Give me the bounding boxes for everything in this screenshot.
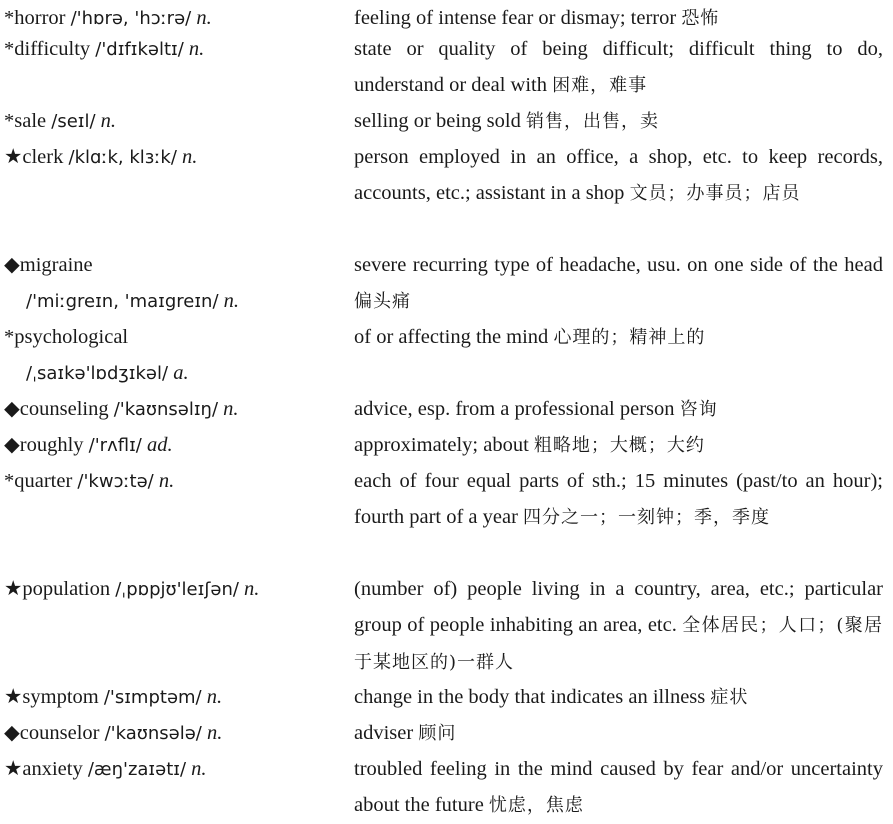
entry-pos: n. bbox=[196, 7, 212, 29]
entry-headword bbox=[4, 31, 344, 68]
entry-mark: ◆ bbox=[4, 254, 20, 276]
entry-translation: 全体居民；人口；(聚居于某地区的)一群人 bbox=[354, 615, 884, 673]
entry-def-text: (number of) people living in a country, area, etc.; particular group of people inhabiting an area, etc. bbox=[354, 578, 883, 636]
entry-def-text: person employed in an office, a shop, etc. to keep records, accounts, etc.; assistant in a shop bbox=[354, 146, 883, 204]
entry-word: counseling bbox=[19, 398, 109, 420]
entry-headword bbox=[4, 571, 344, 608]
entry-def-text: severe recurring type of headache, usu. on one side of the head bbox=[354, 254, 883, 276]
entry-pos: n. bbox=[188, 38, 205, 60]
entry-def-text: state or quality of being difficult; difficult thing to do, understand or deal with bbox=[354, 38, 883, 96]
entry-pronunciation: /ˌpɒpjʊ'leɪʃən/ bbox=[115, 579, 239, 600]
entry-pos: ad. bbox=[146, 434, 173, 456]
entry-pos: n. bbox=[182, 146, 198, 168]
entry-definition bbox=[354, 427, 883, 464]
entry-definition bbox=[354, 751, 883, 824]
entry-mark: * bbox=[4, 326, 15, 348]
entry-pronunciation: /klɑːk, klɜːk/ bbox=[68, 147, 177, 168]
entry-pronunciation: /æŋ'zaɪətɪ/ bbox=[87, 759, 187, 780]
entry-pos: n. bbox=[223, 290, 240, 312]
entry-word: psychological bbox=[14, 326, 129, 348]
entry-pronunciation: /'kaʊnsəlɪŋ/ bbox=[113, 399, 219, 420]
entry-translation: 偏头痛 bbox=[354, 291, 411, 312]
entry-mark: ★ bbox=[4, 758, 23, 780]
entry-word: quarter bbox=[14, 470, 73, 492]
entry-word: sale bbox=[14, 110, 47, 132]
entry-translation: 销售，出售，卖 bbox=[525, 111, 659, 132]
entry-definition bbox=[354, 139, 883, 212]
entry-word: counselor bbox=[19, 722, 100, 744]
entry-word: population bbox=[22, 578, 111, 600]
entry-translation: 顾问 bbox=[418, 723, 457, 744]
entry-mark: * bbox=[4, 110, 15, 132]
entry-pos: n. bbox=[206, 686, 223, 708]
entry-translation: 心理的；精神上的 bbox=[553, 327, 706, 348]
entry-translation: 粗略地；大概；大约 bbox=[533, 435, 705, 456]
entry-pronunciation: /'hɒrə, 'hɔːrə/ bbox=[70, 8, 192, 29]
entry-translation: 困难，难事 bbox=[552, 75, 648, 96]
entry-headword bbox=[4, 427, 344, 464]
entry-pos: a. bbox=[173, 362, 189, 384]
entry-headword bbox=[4, 391, 344, 428]
entry-pronunciation: /'rʌflɪ/ bbox=[88, 435, 142, 456]
entry-definition bbox=[354, 463, 883, 536]
entry-word: roughly bbox=[19, 434, 84, 456]
entry-definition bbox=[354, 391, 883, 428]
entry-def-text: adviser bbox=[354, 722, 414, 744]
entry-translation: 恐怖 bbox=[681, 8, 720, 29]
entry-mark: ★ bbox=[4, 578, 23, 600]
entry-mark: * bbox=[4, 7, 15, 29]
entry-pos: n. bbox=[100, 110, 117, 132]
entry-pronunciation: /'kwɔːtə/ bbox=[77, 471, 154, 492]
entry-definition bbox=[354, 103, 883, 140]
entry-pronunciation: /'dɪfɪkəltɪ/ bbox=[95, 39, 184, 60]
entry-mark: ◆ bbox=[4, 434, 20, 456]
entry-mark: * bbox=[4, 470, 15, 492]
entry-pos: n. bbox=[207, 722, 223, 744]
entry-word: migraine bbox=[19, 254, 93, 276]
entry-mark: ◆ bbox=[4, 722, 20, 744]
entry-mark: * bbox=[4, 38, 15, 60]
entry-def-text: change in the body that indicates an illness bbox=[354, 686, 706, 708]
entry-headword bbox=[4, 319, 344, 392]
entry-headword bbox=[4, 247, 344, 320]
entry-headword bbox=[4, 139, 344, 176]
entry-pos: n. bbox=[223, 398, 239, 420]
entry-translation: 咨询 bbox=[679, 399, 718, 420]
entry-def-text: feeling of intense fear or dismay; terror bbox=[354, 7, 677, 29]
entry-mark: ★ bbox=[4, 686, 23, 708]
entry-definition bbox=[354, 247, 883, 320]
entry-def-text: advice, esp. from a professional person bbox=[354, 398, 675, 420]
entry-pronunciation: /ˌsaɪkə'lɒdʒɪkəl/ bbox=[26, 363, 169, 384]
entry-definition bbox=[354, 31, 883, 104]
entry-translation: 症状 bbox=[710, 687, 749, 708]
entry-definition bbox=[354, 571, 883, 681]
entry-mark: ★ bbox=[4, 146, 23, 168]
entry-word: horror bbox=[14, 7, 66, 29]
entry-def-text: of or affecting the mind bbox=[354, 326, 549, 348]
entry-word: clerk bbox=[22, 146, 64, 168]
entry-def-text: selling or being sold bbox=[354, 110, 521, 132]
entry-pronunciation: /'miːgreɪn, 'maɪgreɪn/ bbox=[26, 291, 219, 312]
entry-mark: ◆ bbox=[4, 398, 20, 420]
entry-translation: 文员；办事员；店员 bbox=[629, 183, 801, 204]
entry-headword bbox=[4, 103, 344, 140]
entry-word: difficulty bbox=[14, 38, 91, 60]
entry-headword bbox=[4, 679, 344, 716]
entry-def-text: troubled feeling in the mind caused by fear and/or uncertainty about the future bbox=[354, 758, 883, 816]
entry-pronunciation: /'kaʊnsələ/ bbox=[104, 723, 202, 744]
entry-pronunciation: /seɪl/ bbox=[51, 111, 96, 132]
entry-pos: n. bbox=[158, 470, 175, 492]
entry-headword bbox=[4, 751, 344, 788]
entry-translation: 忧虑，焦虑 bbox=[488, 795, 584, 816]
entry-pronunciation: /'sɪmptəm/ bbox=[103, 687, 202, 708]
entry-headword bbox=[4, 463, 344, 500]
entry-word: anxiety bbox=[22, 758, 83, 780]
entry-def-text: approximately; about bbox=[354, 434, 529, 456]
entry-word: symptom bbox=[22, 686, 99, 708]
entry-translation: 四分之一；一刻钟；季，季度 bbox=[523, 507, 771, 528]
entry-definition bbox=[354, 319, 883, 356]
entry-def-text: each of four equal parts of sth.; 15 minutes (past/to an hour); fourth part of a year bbox=[354, 470, 883, 528]
entry-pos: n. bbox=[191, 758, 207, 780]
entry-definition bbox=[354, 679, 883, 716]
entry-definition bbox=[354, 715, 883, 752]
entry-pos: n. bbox=[244, 578, 260, 600]
entry-headword bbox=[4, 715, 344, 752]
